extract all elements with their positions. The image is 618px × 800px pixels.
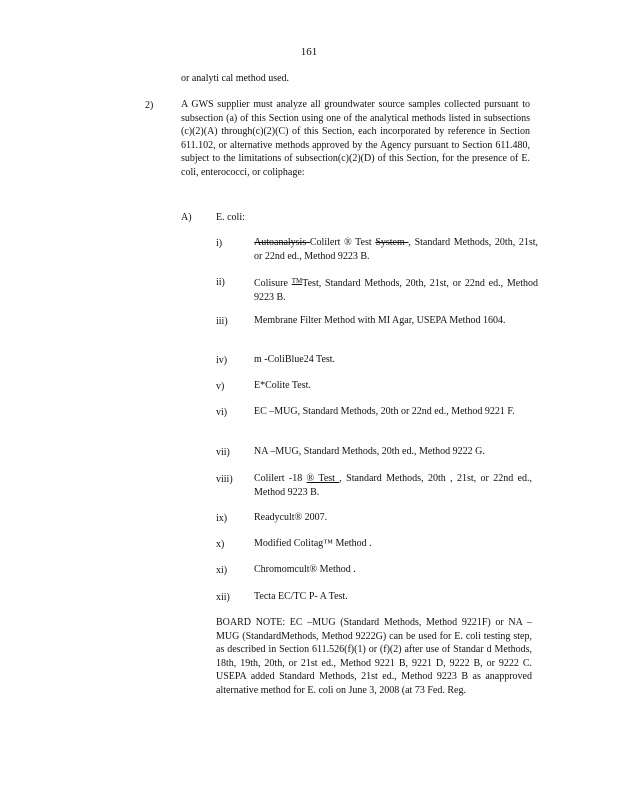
subitem-label: v): [216, 381, 225, 392]
subitem-label: xii): [216, 592, 230, 603]
item-2-text: A GWS supplier must analyze all groundwater source samples collected pursuant to subsection (a) of this Section using one of the analytical methods listed in subsections (c)(2)(A) through(c)(2)(C) of this Section, each incorporated by reference in Section 611.102, or alternative methods approved by the Agency pursuant to Section 611.480, subject to the limitations of subsection(c)(2)(D) of this Section, for the presence of E. coli, enterococci, or coliphage:: [181, 99, 530, 178]
subitem-label: ix): [216, 513, 228, 524]
subitem-text: Membrane Filter Method with MI Agar, USEPA Method 1604.: [254, 315, 506, 326]
subitem-label: xi): [216, 565, 228, 576]
subitem-label: i): [216, 238, 223, 249]
subitem-text: EC –MUG, Standard Methods, 20th or 22nd ed., Method 9221 F.: [254, 406, 515, 417]
inserted-text: ® Test: [306, 473, 340, 484]
item-a-label: A): [181, 212, 192, 223]
subitem-label: iii): [216, 316, 228, 327]
inserted-text: TM: [291, 277, 303, 285]
subitem-label: viii): [216, 474, 233, 485]
subitem-text: NA –MUG, Standard Methods, 20th ed., Method 9222 G.: [254, 446, 485, 457]
deleted-text: System: [375, 237, 409, 248]
item-2-label: 2): [145, 100, 154, 111]
subitem-text: E*Colite Test.: [254, 380, 311, 391]
subitem-label: vi): [216, 407, 228, 418]
subitem-text: Colisure ™Test, Standard Methods, 20th, 21st, or 22nd ed., Method 9223 B.: [254, 277, 539, 303]
subitem-text: m -ColiBlue24 Test.: [254, 354, 336, 365]
subitem-text: Modified Colitag™ Method .: [254, 538, 372, 549]
item-a-text: E. coli:: [216, 212, 245, 223]
subitem-label: iv): [216, 355, 228, 366]
subitem-label: vii): [216, 447, 230, 458]
subitem-text: Readycult® 2007.: [254, 512, 328, 523]
subitem-text: Colilert -18 ® Test , Standard Methods, 20th , 21st, or 22nd ed., Method 9223 B.: [254, 473, 532, 498]
board-note: BOARD NOTE: EC –MUG (Standard Methods, Method 9221F) or NA –MUG (StandardMethods, Method 9222G) can be used for E. coli testing step, as described in Section 611.526(f)(1) or (f)(2) after use of Standar d Methods, 18th, 19th, 20th, or 21st ed., Method 9221 B, 9221 D, 9222 B, or 9222 C. USEPA added Standard Methods, 21st ed., Method 9223 B as anapproved alternative method for E. coli on June 3, 2008 (at 73 Fed. Reg.: [216, 617, 532, 696]
subitem-label: ii): [216, 277, 225, 288]
subitem-label: x): [216, 539, 225, 550]
continuation-line: or analyti cal method used.: [181, 73, 290, 84]
page-number: 161: [300, 46, 318, 58]
subitem-text: Autoanalysis Colilert ® Test System , Standard Methods, 20th, 21st, or 22nd ed., Method 9223 B.: [254, 237, 539, 262]
subitem-text: Chromomcult® Method .: [254, 564, 356, 575]
subitem-text: Tecta EC/TC P- A Test.: [254, 591, 348, 602]
deleted-text: Autoanalysis: [254, 237, 310, 248]
